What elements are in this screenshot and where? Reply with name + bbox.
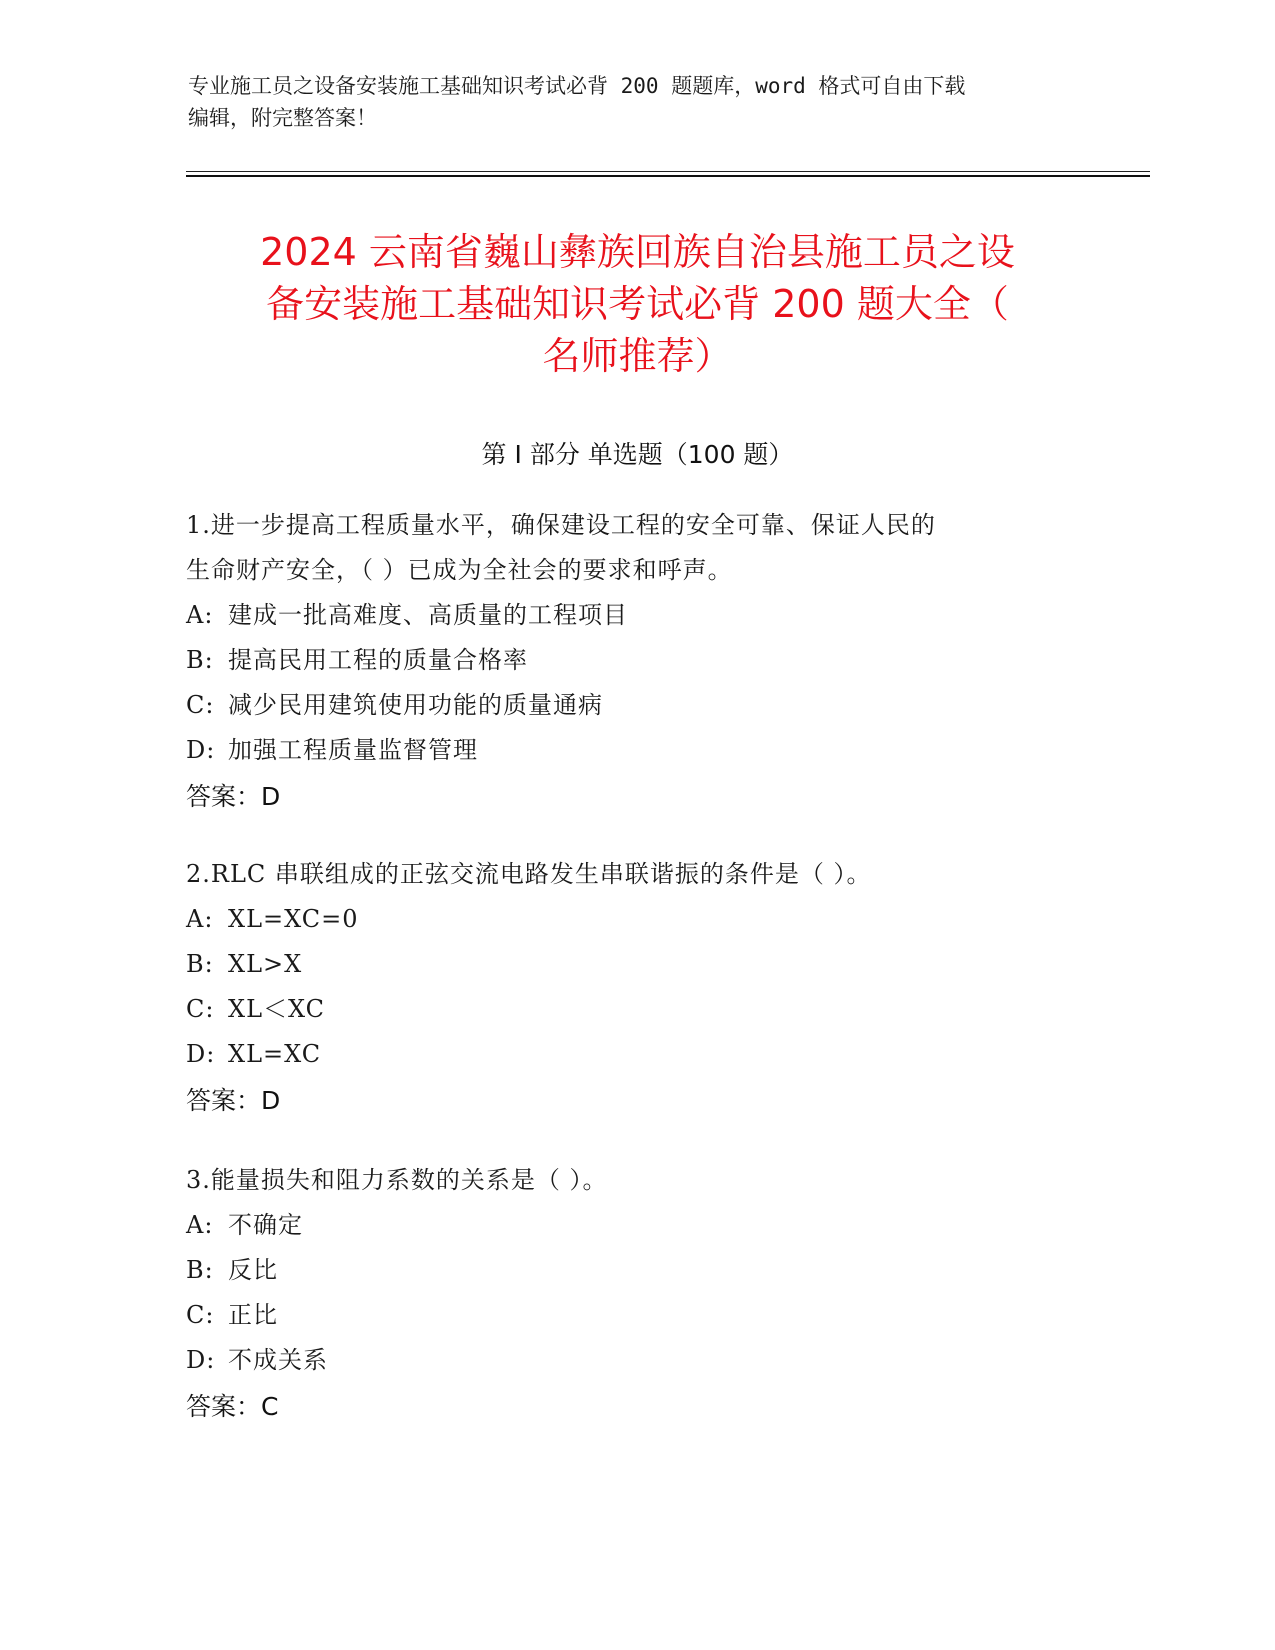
option-b (186, 1248, 1086, 1293)
option-text: XL>X (228, 950, 303, 978)
option-key: D: (186, 736, 216, 764)
option-d (186, 1032, 1086, 1077)
option-text: 不成关系 (228, 1346, 328, 1374)
question-stem-line: 3.能量损失和阻力系数的关系是（ ）。 (186, 1166, 608, 1194)
option-key: B: (186, 950, 214, 978)
option-text: XL=XC=0 (228, 905, 359, 933)
title-line: 2024 云南省巍山彝族回族自治县施工员之设 (260, 230, 1015, 274)
option-key: B: (186, 1256, 214, 1284)
option-key: C: (186, 995, 215, 1023)
option-key: A: (186, 905, 214, 933)
question-stem-line: 1.进一步提高工程质量水平，确保建设工程的安全可靠、保证人民的 (186, 511, 936, 539)
option-text: 正比 (228, 1301, 278, 1329)
option-text: 加强工程质量监督管理 (228, 736, 478, 764)
option-key: A: (186, 1211, 214, 1239)
question-stem (186, 503, 1086, 593)
question-stem (186, 1158, 1086, 1203)
option-text: 不确定 (228, 1211, 303, 1239)
header-rule-thick (186, 175, 1150, 177)
option-key: D: (186, 1040, 216, 1068)
option-key: D: (186, 1346, 216, 1374)
option-text: XL=XC (228, 1040, 322, 1068)
section-title: 第 I 部分 单选题（100 题） (481, 440, 794, 469)
title-line: 名师推荐） (542, 334, 733, 378)
option-text: 减少民用建筑使用功能的质量通病 (228, 691, 603, 719)
option-text: 建成一批高难度、高质量的工程项目 (228, 601, 628, 629)
header-note (188, 70, 1088, 134)
title-line: 备安装施工基础知识考试必背 200 题大全（ (266, 282, 1009, 326)
question-stem (186, 852, 1086, 897)
option-text: 反比 (228, 1256, 278, 1284)
option-key: A: (186, 601, 214, 629)
answer: 答案：D (186, 782, 281, 811)
option-text: 提高民用工程的质量合格率 (228, 646, 528, 674)
header-rule-thin (186, 171, 1150, 172)
option-d (186, 1338, 1086, 1383)
document-title (150, 226, 1125, 382)
option-text: XL＜XC (228, 995, 326, 1023)
question-stem-line: 生命财产安全，（ ）已成为全社会的要求和呼声。 (186, 556, 733, 584)
option-key: C: (186, 691, 215, 719)
header-note-line: 专业施工员之设备安装施工基础知识考试必背 200 题题库，word 格式可自由下载 (188, 74, 966, 98)
question-stem-line: 2.RLC 串联组成的正弦交流电路发生串联谐振的条件是（ ）。 (186, 860, 872, 888)
option-a (186, 1203, 1086, 1248)
option-b (186, 638, 1086, 683)
option-key: B: (186, 646, 214, 674)
option-a (186, 897, 1086, 942)
answer: 答案：D (186, 1086, 281, 1115)
question-item (186, 1158, 1086, 1431)
header-note-line: 编辑，附完整答案！ (188, 106, 377, 130)
option-a (186, 593, 1086, 638)
option-b (186, 942, 1086, 987)
option-d (186, 728, 1086, 773)
answer: 答案：C (186, 1392, 279, 1421)
question-item (186, 503, 1086, 821)
option-c (186, 987, 1086, 1032)
option-c (186, 683, 1086, 728)
option-key: C: (186, 1301, 215, 1329)
question-item (186, 852, 1086, 1125)
option-c (186, 1293, 1086, 1338)
